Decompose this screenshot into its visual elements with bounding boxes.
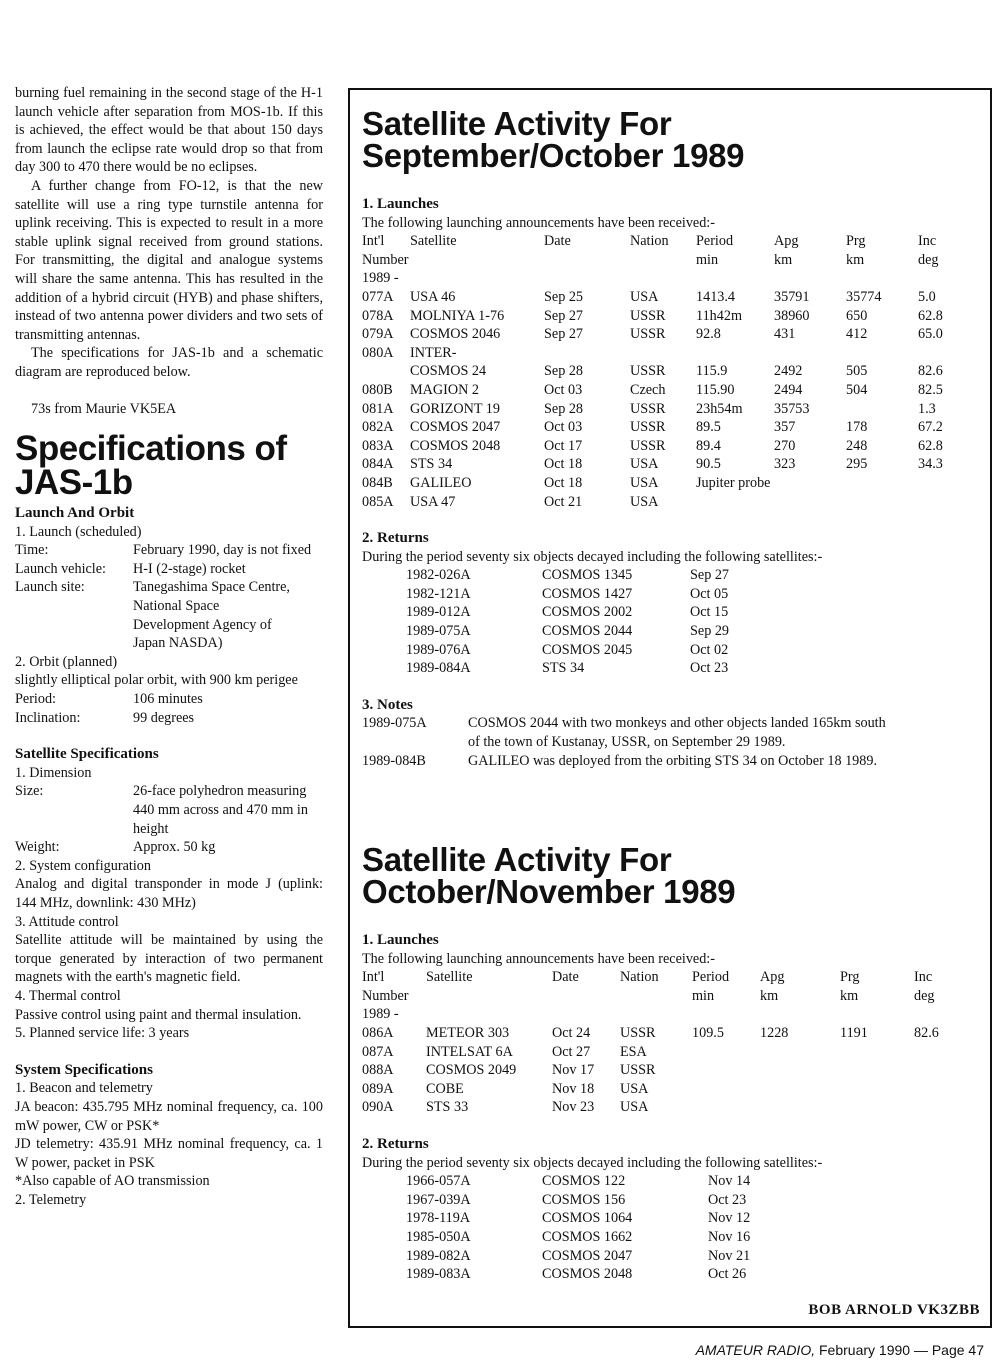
launch-row xyxy=(362,418,982,437)
specifications-heading-line2: JAS-1b xyxy=(15,463,133,503)
launch-row xyxy=(362,1061,982,1080)
cell-satellite: STS 33 xyxy=(426,1099,469,1116)
cell-period: 11h42m xyxy=(696,307,742,324)
cell-date: Sep 28 xyxy=(544,363,584,380)
launch-row xyxy=(362,381,982,400)
cell-satellite: COSMOS 1662 xyxy=(542,1228,633,1245)
site-value: Tanegashima Space Centre, National Space Development Agency of Japan NASDA) xyxy=(133,579,290,652)
cell-satellite: COSMOS 2045 xyxy=(542,641,633,658)
activity-sep-oct-title xyxy=(362,105,982,174)
cell-decay-date: Nov 12 xyxy=(708,1210,751,1227)
cell-perigee: 248 xyxy=(846,437,868,454)
launch-row xyxy=(362,1043,982,1062)
col-date: Date xyxy=(544,233,571,250)
note-id: 1989-075A xyxy=(362,715,427,732)
col-satellite: Satellite xyxy=(426,969,473,986)
size-row xyxy=(15,782,323,838)
cell-period: 90.5 xyxy=(696,456,721,473)
cell-date: Oct 03 xyxy=(544,419,583,436)
col-min: min xyxy=(692,987,715,1004)
cell-apogee: 35791 xyxy=(774,288,810,305)
cell-satellite: GALILEO xyxy=(410,474,472,491)
notes-heading: 3. Notes xyxy=(362,696,413,713)
cell-satellite: COSMOS 2048 xyxy=(542,1266,633,1283)
vehicle-value: H-I (2-stage) rocket xyxy=(133,560,246,577)
return-row xyxy=(362,1247,982,1266)
satellite-specs-heading: Satellite Specifications xyxy=(15,746,159,763)
cell-date: Oct 21 xyxy=(544,493,583,510)
cell-decay-date: Oct 23 xyxy=(690,660,729,677)
cell-inclination: 67.2 xyxy=(918,419,943,436)
return-row xyxy=(362,1265,982,1284)
launch-row xyxy=(362,474,982,493)
col-intl: Int'l xyxy=(362,969,385,986)
cell-intl-number: 086A xyxy=(362,1024,394,1041)
period-key: Period: xyxy=(15,691,56,708)
vehicle-row xyxy=(15,560,323,579)
cell-object-id: 1967-039A xyxy=(406,1191,471,1208)
weight-row xyxy=(15,838,323,857)
cell-date: Oct 24 xyxy=(552,1024,591,1041)
col-number: Number xyxy=(362,251,409,268)
launch-subheading: 1. Launch (scheduled) xyxy=(15,523,142,540)
cell-object-id: 1985-050A xyxy=(406,1228,471,1245)
intro-paragraph-3: The specifications for JAS-1b and a schematic diagram are reproduced below. xyxy=(15,345,323,380)
activity-sep-oct xyxy=(362,105,982,770)
return-row xyxy=(362,622,982,641)
launch-row xyxy=(362,1098,982,1117)
footer-publication: AMATEUR RADIO, xyxy=(695,1342,816,1358)
launch-row xyxy=(362,400,982,419)
cell-nation: USSR xyxy=(620,1024,656,1041)
cell-inclination: 65.0 xyxy=(918,326,943,343)
credit-line: 73s from Maurie VK5EA xyxy=(31,400,177,417)
cell-date: Oct 17 xyxy=(544,437,583,454)
cell-perigee: 295 xyxy=(846,456,868,473)
cell-perigee: 505 xyxy=(846,363,868,380)
inclination-value: 99 degrees xyxy=(133,709,195,726)
return-row xyxy=(362,1228,982,1247)
col-date: Date xyxy=(552,969,579,986)
orbit-subheading: 2. Orbit (planned) xyxy=(15,653,118,670)
service-life-text: 5. Planned service life: 3 years xyxy=(15,1025,190,1042)
cell-period: 115.9 xyxy=(696,363,728,380)
system-specs-heading: System Specifications xyxy=(15,1061,153,1078)
cell-period: 23h54m xyxy=(696,400,743,417)
col-min: min xyxy=(696,251,719,268)
cell-period: Jupiter probe xyxy=(696,474,771,491)
cell-nation: USA xyxy=(630,456,659,473)
cell-date: Sep 27 xyxy=(544,307,584,324)
cell-date: Nov 23 xyxy=(552,1099,595,1116)
time-row xyxy=(15,541,323,560)
cell-satellite: STS 34 xyxy=(410,456,453,473)
cell-intl-number: 078A xyxy=(362,307,394,324)
cell-satellite: COSMOS 1345 xyxy=(542,567,633,584)
attitude-subheading: 3. Attitude control xyxy=(15,913,119,930)
cell-satellite: COSMOS 2048 xyxy=(410,437,501,454)
cell-satellite: USA 47 xyxy=(410,493,456,510)
launches-intro: The following launching announcements have been received:- xyxy=(362,214,715,231)
cell-satellite: COBE xyxy=(426,1080,464,1097)
return-row xyxy=(362,1191,982,1210)
cell-nation: USSR xyxy=(630,437,666,454)
cell-nation: USA xyxy=(630,493,659,510)
returns-heading: 2. Returns xyxy=(362,530,429,547)
cell-satellite: COSMOS 2049 xyxy=(426,1062,517,1079)
cell-intl-number: 081A xyxy=(362,400,394,417)
cell-intl-number: 087A xyxy=(362,1043,394,1060)
cell-inclination: 82.6 xyxy=(918,363,943,380)
cell-date: Sep 27 xyxy=(544,326,584,343)
cell-period: 89.4 xyxy=(696,437,721,454)
note-text: COSMOS 2044 with two monkeys and other objects landed 165km south xyxy=(468,715,886,732)
cell-object-id: 1989-012A xyxy=(406,604,471,621)
dimension-subheading: 1. Dimension xyxy=(15,764,92,781)
launch-row xyxy=(362,437,982,456)
cell-inclination: 5.0 xyxy=(918,288,936,305)
cell-object-id: 1989-075A xyxy=(406,623,471,640)
activity-oct-nov-title-line1: Satellite Activity For xyxy=(362,841,672,878)
col-deg: deg xyxy=(918,251,939,268)
launch-row xyxy=(362,493,982,512)
cell-object-id: 1966-057A xyxy=(406,1173,471,1190)
launch-row xyxy=(362,344,982,363)
cell-date: Oct 03 xyxy=(544,381,583,398)
col-prg: Prg xyxy=(846,233,866,250)
time-key: Time: xyxy=(15,542,49,559)
launch-table-header-2 xyxy=(362,987,982,1006)
activity-oct-nov xyxy=(362,841,982,1284)
cell-nation: USA xyxy=(630,474,659,491)
cell-apogee: 38960 xyxy=(774,307,810,324)
size-value: 26-face polyhedron measuring 440 mm across and 470 mm in height xyxy=(133,783,308,837)
launch-table-header-2 xyxy=(362,251,982,270)
cell-satellite: USA 46 xyxy=(410,288,456,305)
launch-row xyxy=(362,362,982,381)
year-label xyxy=(362,1005,982,1024)
activity-oct-nov-title-line2: October/November 1989 xyxy=(362,873,736,910)
cell-decay-date: Oct 02 xyxy=(690,641,729,658)
col-nation: Nation xyxy=(630,233,669,250)
left-column xyxy=(15,84,323,1209)
cell-period: 92.8 xyxy=(696,326,721,343)
beacon-line-2: JD telemetry: 435.91 MHz nominal frequency, ca. 1 W power, packet in PSK xyxy=(15,1136,323,1171)
cell-intl-number: 090A xyxy=(362,1099,394,1116)
launch-table-header xyxy=(362,968,982,987)
col-inc: Inc xyxy=(918,233,937,250)
beacon-line-1: JA beacon: 435.795 MHz nominal frequency, ca. 100 mW power, CW or PSK* xyxy=(15,1098,323,1134)
note-text: of the town of Kustanay, USSR, on September 29 1989. xyxy=(468,734,786,751)
cell-period: 1413.4 xyxy=(696,288,736,305)
cell-object-id: 1982-121A xyxy=(406,585,471,602)
col-number: Number xyxy=(362,987,409,1004)
cell-nation: USSR xyxy=(630,419,666,436)
launches-heading: 1. Launches xyxy=(362,932,439,948)
col-inc: Inc xyxy=(914,969,933,986)
cell-date: Sep 28 xyxy=(544,400,584,417)
intro-paragraph-1: burning fuel remaining in the second stage of the H-1 launch vehicle after separation from MOS-1b. If this is achieved, the effect would be that about 150 days from launch the eclipse rate would drop so that from day 300 to 470 there would be no eclipses. xyxy=(15,85,323,176)
launch-row xyxy=(362,1080,982,1099)
col-prg: Prg xyxy=(840,969,860,986)
return-row xyxy=(362,585,982,604)
cell-intl-number: 089A xyxy=(362,1080,394,1097)
cell-object-id: 1989-076A xyxy=(406,641,471,658)
cell-inclination: 1.3 xyxy=(918,400,936,417)
cell-perigee: 504 xyxy=(846,381,868,398)
launch-row xyxy=(362,307,982,326)
cell-satellite: MOLNIYA 1-76 xyxy=(410,307,505,324)
cell-inclination: 62.8 xyxy=(918,307,943,324)
cell-date: Oct 18 xyxy=(544,456,583,473)
cell-satellite: METEOR 303 xyxy=(426,1024,510,1041)
col-period: Period xyxy=(696,233,734,250)
col-intl: Int'l xyxy=(362,233,385,250)
cell-satellite: INTER- xyxy=(410,344,457,361)
cell-intl-number: 077A xyxy=(362,288,394,305)
launches-heading: 1. Launches xyxy=(362,196,439,212)
cell-apogee: 2494 xyxy=(774,381,803,398)
cell-perigee: 178 xyxy=(846,419,868,436)
orbit-text: slightly elliptical polar orbit, with 900 km perigee xyxy=(15,672,298,689)
cell-nation: USSR xyxy=(630,363,666,380)
cell-inclination: 34.3 xyxy=(918,456,943,473)
cell-nation: USSR xyxy=(630,307,666,324)
beacon-line-3: *Also capable of AO transmission xyxy=(15,1173,210,1190)
vehicle-key: Launch vehicle: xyxy=(15,560,106,577)
system-config-text: Analog and digital transponder in mode J (uplink: 144 MHz, downlink: 430 MHz) xyxy=(15,876,323,911)
cell-apogee: 2492 xyxy=(774,363,803,380)
cell-date: Oct 18 xyxy=(544,474,583,491)
cell-decay-date: Nov 16 xyxy=(708,1228,751,1245)
beacon-subheading: 1. Beacon and telemetry xyxy=(15,1080,153,1097)
cell-apogee: 323 xyxy=(774,456,796,473)
cell-nation: ESA xyxy=(620,1043,647,1060)
cell-inclination: 82.5 xyxy=(918,381,943,398)
note-row xyxy=(362,752,982,771)
footer-date-page: February 1990 — Page 47 xyxy=(815,1342,984,1358)
telemetry-subheading: 2. Telemetry xyxy=(15,1191,87,1208)
cell-nation: USSR xyxy=(630,326,666,343)
cell-satellite: COSMOS 2044 xyxy=(542,623,633,640)
cell-satellite: COSMOS 122 xyxy=(542,1173,626,1190)
cell-intl-number: 085A xyxy=(362,493,394,510)
cell-perigee: 650 xyxy=(846,307,868,324)
cell-nation: USA xyxy=(630,288,659,305)
return-row xyxy=(362,1172,982,1191)
time-value: February 1990, day is not fixed xyxy=(133,542,312,559)
col-apg: Apg xyxy=(760,969,785,986)
cell-satellite: COSMOS 2047 xyxy=(410,419,501,436)
cell-decay-date: Nov 14 xyxy=(708,1173,751,1190)
cell-object-id: 1978-119A xyxy=(406,1210,471,1227)
launch-row xyxy=(362,455,982,474)
cell-decay-date: Sep 29 xyxy=(690,623,730,640)
return-row xyxy=(362,1209,982,1228)
cell-perigee: 35774 xyxy=(846,288,882,305)
cell-nation: USA xyxy=(620,1080,649,1097)
year-label-text: 1989 - xyxy=(362,270,399,287)
thermal-text: Passive control using paint and thermal insulation. xyxy=(15,1006,302,1023)
cell-date: Oct 27 xyxy=(552,1043,591,1060)
year-label xyxy=(362,269,982,288)
cell-satellite: GORIZONT 19 xyxy=(410,400,500,417)
cell-intl-number: 084A xyxy=(362,456,394,473)
activity-sep-oct-title-line2: September/October 1989 xyxy=(362,137,745,174)
cell-decay-date: Oct 26 xyxy=(708,1266,747,1283)
cell-satellite: COSMOS 24 xyxy=(410,363,487,380)
col-apg-km: km xyxy=(774,251,793,268)
cell-date: Nov 17 xyxy=(552,1062,595,1079)
col-nation: Nation xyxy=(620,969,659,986)
cell-satellite: INTELSAT 6A xyxy=(426,1043,513,1060)
launch-row xyxy=(362,1024,982,1043)
cell-satellite: COSMOS 1064 xyxy=(542,1210,633,1227)
cell-inclination: 82.6 xyxy=(914,1024,939,1041)
cell-satellite: COSMOS 2046 xyxy=(410,326,501,343)
intro-paragraph-2: A further change from FO-12, is that the new satellite will use a ring type turnstile antenna for uplink receiving. This is expected to result in a more stable uplink signal received from ground stations. For transmitting, the digital and analogue systems will share the same antenna. This has resulted in the addition of a hybrid circuit (HYB) and phase shifters, instead of two antenna power dividers and two sets of transmitting antennas. xyxy=(15,177,323,343)
col-deg: deg xyxy=(914,987,935,1004)
activity-sep-oct-title-line1: Satellite Activity For xyxy=(362,105,672,142)
cell-satellite: STS 34 xyxy=(542,660,585,677)
system-config-subheading: 2. System configuration xyxy=(15,857,151,874)
cell-inclination: 62.8 xyxy=(918,437,943,454)
specifications-heading-line1: Specifications of xyxy=(15,429,287,469)
cell-apogee: 35753 xyxy=(774,400,810,417)
site-row xyxy=(15,578,323,652)
col-period: Period xyxy=(692,969,730,986)
returns-heading: 2. Returns xyxy=(362,1135,429,1152)
cell-period: 109.5 xyxy=(692,1024,724,1041)
cell-apogee: 357 xyxy=(774,419,796,436)
cell-satellite: COSMOS 1427 xyxy=(542,585,633,602)
cell-decay-date: Oct 05 xyxy=(690,585,729,602)
cell-nation: USSR xyxy=(630,400,666,417)
cell-object-id: 1989-082A xyxy=(406,1247,471,1264)
cell-date: Nov 18 xyxy=(552,1080,595,1097)
cell-intl-number: 080A xyxy=(362,344,394,361)
note-id: 1989-084B xyxy=(362,752,426,769)
author-signature: BOB ARNOLD VK3ZBB xyxy=(808,1302,980,1318)
activity-oct-nov-title xyxy=(362,841,982,910)
cell-decay-date: Sep 27 xyxy=(690,567,730,584)
note-row-cont xyxy=(362,733,982,752)
col-prg-km: km xyxy=(840,987,859,1004)
col-prg-km: km xyxy=(846,251,865,268)
cell-apogee: 270 xyxy=(774,437,796,454)
year-label-text: 1989 - xyxy=(362,1006,399,1023)
page-footer xyxy=(696,1342,984,1358)
cell-intl-number: 079A xyxy=(362,326,394,343)
cell-period: 89.5 xyxy=(696,419,721,436)
return-row xyxy=(362,603,982,622)
cell-decay-date: Nov 21 xyxy=(708,1247,751,1264)
weight-key: Weight: xyxy=(15,839,60,856)
col-apg-km: km xyxy=(760,987,779,1004)
attitude-text: Satellite attitude will be maintained by using the torque generated by interaction of two permanent magnets with the earth's magnetic field. xyxy=(15,932,323,986)
return-row xyxy=(362,641,982,660)
size-key: Size: xyxy=(15,783,44,800)
note-row xyxy=(362,714,982,733)
thermal-subheading: 4. Thermal control xyxy=(15,987,121,1004)
col-apg: Apg xyxy=(774,233,799,250)
launch-orbit-heading: Launch And Orbit xyxy=(15,505,135,522)
returns-intro: During the period seventy six objects decayed including the following satellites:- xyxy=(362,1154,823,1171)
launch-table-header xyxy=(362,232,982,251)
inclination-row xyxy=(15,709,323,728)
cell-object-id: 1989-084A xyxy=(406,660,471,677)
cell-apogee: 1228 xyxy=(760,1024,789,1041)
period-value: 106 minutes xyxy=(133,691,203,708)
cell-date: Sep 25 xyxy=(544,288,584,305)
specifications-heading xyxy=(15,429,323,503)
cell-intl-number: 083A xyxy=(362,437,394,454)
cell-object-id: 1982-026A xyxy=(406,567,471,584)
launch-row xyxy=(362,288,982,307)
col-satellite: Satellite xyxy=(410,233,457,250)
cell-intl-number: 088A xyxy=(362,1062,394,1079)
cell-apogee: 431 xyxy=(774,326,796,343)
cell-perigee: 1191 xyxy=(840,1024,868,1041)
cell-satellite: COSMOS 2002 xyxy=(542,604,633,621)
cell-nation: Czech xyxy=(630,381,666,398)
cell-nation: USA xyxy=(620,1099,649,1116)
cell-nation: USSR xyxy=(620,1062,656,1079)
launches-intro: The following launching announcements have been received:- xyxy=(362,950,715,967)
cell-intl-number: 080B xyxy=(362,381,393,398)
cell-perigee: 412 xyxy=(846,326,868,343)
returns-intro: During the period seventy six objects decayed including the following satellites:- xyxy=(362,548,823,565)
cell-object-id: 1989-083A xyxy=(406,1266,471,1283)
period-row xyxy=(15,690,323,709)
launch-row xyxy=(362,325,982,344)
return-row xyxy=(362,659,982,678)
note-text: GALILEO was deployed from the orbiting STS 34 on October 18 1989. xyxy=(468,752,878,769)
site-key: Launch site: xyxy=(15,579,85,596)
cell-satellite: COSMOS 156 xyxy=(542,1191,626,1208)
cell-intl-number: 082A xyxy=(362,419,394,436)
cell-decay-date: Oct 15 xyxy=(690,604,729,621)
return-row xyxy=(362,566,982,585)
weight-value: Approx. 50 kg xyxy=(133,839,216,856)
inclination-key: Inclination: xyxy=(15,709,81,726)
cell-decay-date: Oct 23 xyxy=(708,1191,747,1208)
cell-intl-number: 084B xyxy=(362,474,393,491)
cell-satellite: MAGION 2 xyxy=(410,381,479,398)
cell-satellite: COSMOS 2047 xyxy=(542,1247,633,1264)
cell-period: 115.90 xyxy=(696,381,735,398)
